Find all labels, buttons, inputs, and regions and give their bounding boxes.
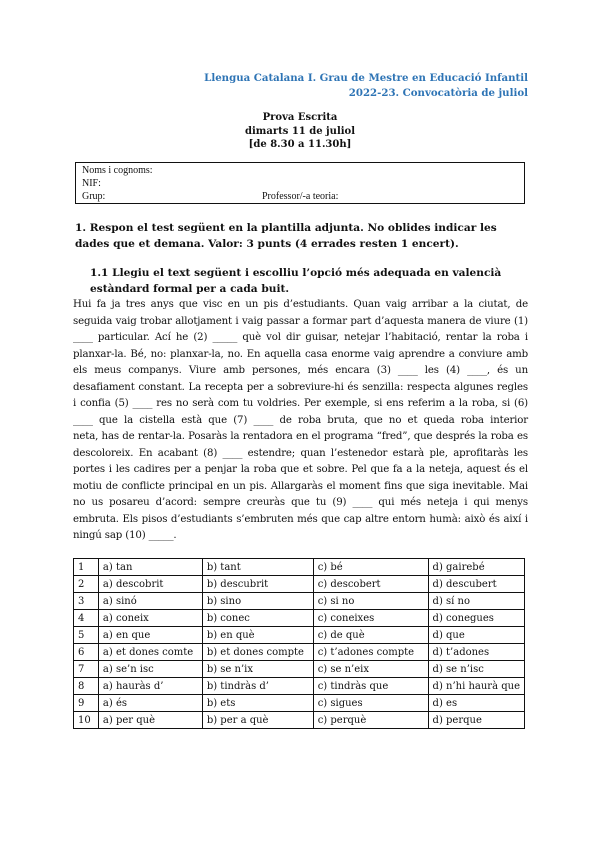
- item-number: 1: [74, 559, 99, 576]
- student-identification-box[interactable]: [75, 162, 525, 204]
- option-d: d) sí no: [428, 593, 524, 610]
- table-row: [74, 678, 525, 695]
- option-a: a) se’n isc: [98, 661, 202, 678]
- nif-row: [82, 177, 518, 190]
- passage-line: motiu de conflicte principal en un pis. Allargaràs el moment fins que siga inevitable. Mai: [73, 480, 528, 492]
- answer-options-table: [73, 558, 525, 729]
- passage-line: descoloreix. En acabant (8) ____ estendre; quan l’estenedor estarà ple, aprofitaràs les: [73, 447, 528, 459]
- option-b: b) sino: [202, 593, 313, 610]
- item-number: 5: [74, 627, 99, 644]
- group-label: Grup:: [82, 191, 106, 202]
- item-number: 8: [74, 678, 99, 695]
- option-b: b) se n’ix: [202, 661, 313, 678]
- option-c: c) tindràs que: [313, 678, 428, 695]
- option-d: d) perque: [428, 712, 524, 729]
- option-a: a) sinó: [98, 593, 202, 610]
- option-d: d) es: [428, 695, 524, 712]
- option-c: c) de què: [313, 627, 428, 644]
- passage-line: portes i les cadires per a penjar la roba que et sobre. Pel que fa a la neteja, aquest és el: [73, 464, 528, 475]
- option-b: b) tant: [202, 559, 313, 576]
- passage-line: ____ particular. Ací he (2) _____ què vol dir guisar, netejar l’habitació, rentar la roba i: [73, 332, 528, 343]
- option-c: c) descobert: [313, 576, 428, 593]
- option-b: b) descubrit: [202, 576, 313, 593]
- document-header: [204, 71, 528, 101]
- item-number: 3: [74, 593, 99, 610]
- table-row: [74, 661, 525, 678]
- option-a: a) coneix: [98, 610, 202, 627]
- option-c: c) bé: [313, 559, 428, 576]
- table-row: [74, 644, 525, 661]
- passage-line: i confia (5) ____ res no serà com tu voldries. Per exemple, si ens referim a la roba, si (6): [73, 398, 528, 409]
- exam-info: [0, 111, 600, 152]
- passage-line: neta, has de rentar-la. Posaràs la rentadora en el programa “fred”, que després la roba es: [73, 431, 528, 442]
- option-d: d) n’hi haurà que: [428, 678, 524, 695]
- passage-line: desafiament constant. La recepta per a sobreviure-hi és senzilla: respecta algunes regles: [73, 381, 528, 393]
- item-number: 2: [74, 576, 99, 593]
- option-a: a) és: [98, 695, 202, 712]
- item-number: 10: [74, 712, 99, 729]
- passage-line: planxar-la. Bé, no: planxar-la, no. En aquella casa enorme vaig aprendre a conviure amb: [73, 348, 528, 360]
- item-number: 9: [74, 695, 99, 712]
- option-c: c) se n’eix: [313, 661, 428, 678]
- option-b: b) et dones compte: [202, 644, 313, 661]
- passage-line: ____ que la cistella està que (7) ____ de roba bruta, que no et queda roba interior: [73, 414, 528, 426]
- name-label: Noms i cognoms:: [82, 165, 153, 176]
- exam-time: [de 8.30 a 11.30h]: [248, 139, 352, 150]
- table-row: [74, 576, 525, 593]
- passage-line: els meus companys. Viure amb persones, més encara (3) ____ les (4) ____, és un: [73, 365, 528, 376]
- option-d: d) se n’isc: [428, 661, 524, 678]
- teacher-label: Professor/-a teoria:: [262, 191, 339, 202]
- table-row: [74, 593, 525, 610]
- name-row: [82, 164, 518, 177]
- option-d: d) gairebé: [428, 559, 524, 576]
- option-a: a) tan: [98, 559, 202, 576]
- option-b: b) conec: [202, 610, 313, 627]
- table-row: [74, 559, 525, 576]
- option-c: c) si no: [313, 593, 428, 610]
- item-number: 7: [74, 661, 99, 678]
- table-row: [74, 627, 525, 644]
- nif-label: NIF:: [82, 178, 101, 189]
- option-a: a) per què: [98, 712, 202, 729]
- option-b: b) ets: [202, 695, 313, 712]
- session-title: 2022-23. Convocatòria de juliol: [348, 87, 528, 99]
- option-c: c) coneixes: [313, 610, 428, 627]
- option-d: d) t’adones: [428, 644, 524, 661]
- table-row: [74, 712, 525, 729]
- item-number: 4: [74, 610, 99, 627]
- group-row: [82, 190, 518, 203]
- question-1-instruction: 1. Respon el test següent en la plantilla adjunta. No oblides indicar les dades que et demana. Valor: 3 punts (4 errades resten 1 encert).: [75, 222, 497, 250]
- option-c: c) t’adones compte: [313, 644, 428, 661]
- course-title: Llengua Catalana I. Grau de Mestre en Educació Infantil: [204, 72, 528, 84]
- option-c: c) perquè: [313, 712, 428, 729]
- option-b: b) tindràs d’: [202, 678, 313, 695]
- option-a: a) hauràs d’: [98, 678, 202, 695]
- passage-line: no us posareu d’acord: sempre creuràs que tu (9) ____ qui més neteja i qui menys: [73, 497, 528, 508]
- reading-passage: [73, 297, 528, 545]
- option-b: b) per a què: [202, 712, 313, 729]
- option-d: d) descubert: [428, 576, 524, 593]
- option-a: a) et dones comte: [98, 644, 202, 661]
- exam-title: Prova Escrita: [262, 112, 338, 123]
- option-b: b) en què: [202, 627, 313, 644]
- item-number: 6: [74, 644, 99, 661]
- option-a: a) en que: [98, 627, 202, 644]
- question-1-1-instruction: 1.1 Llegiu el text següent i escolliu l’opció més adequada en valencià estàndard formal per a cada buit.: [90, 267, 502, 295]
- option-d: d) conegues: [428, 610, 524, 627]
- table-row: [74, 695, 525, 712]
- option-d: d) que: [428, 627, 524, 644]
- passage-line: ningú sap (10) _____.: [73, 530, 177, 541]
- option-a: a) descobrit: [98, 576, 202, 593]
- option-c: c) sigues: [313, 695, 428, 712]
- passage-line: Hui fa ja tres anys que visc en un pis d’estudiants. Quan vaig arribar a la ciutat, de: [73, 299, 528, 310]
- table-row: [74, 610, 525, 627]
- passage-line: embruta. Els pisos d’estudiants s’embruten més que cap altre entorn humà: això és així i: [73, 513, 528, 525]
- passage-line: seguida vaig trobar allotjament i vaig passar a formar part d’aquesta manera de viure (1): [73, 315, 528, 327]
- exam-date: dimarts 11 de juliol: [244, 125, 356, 137]
